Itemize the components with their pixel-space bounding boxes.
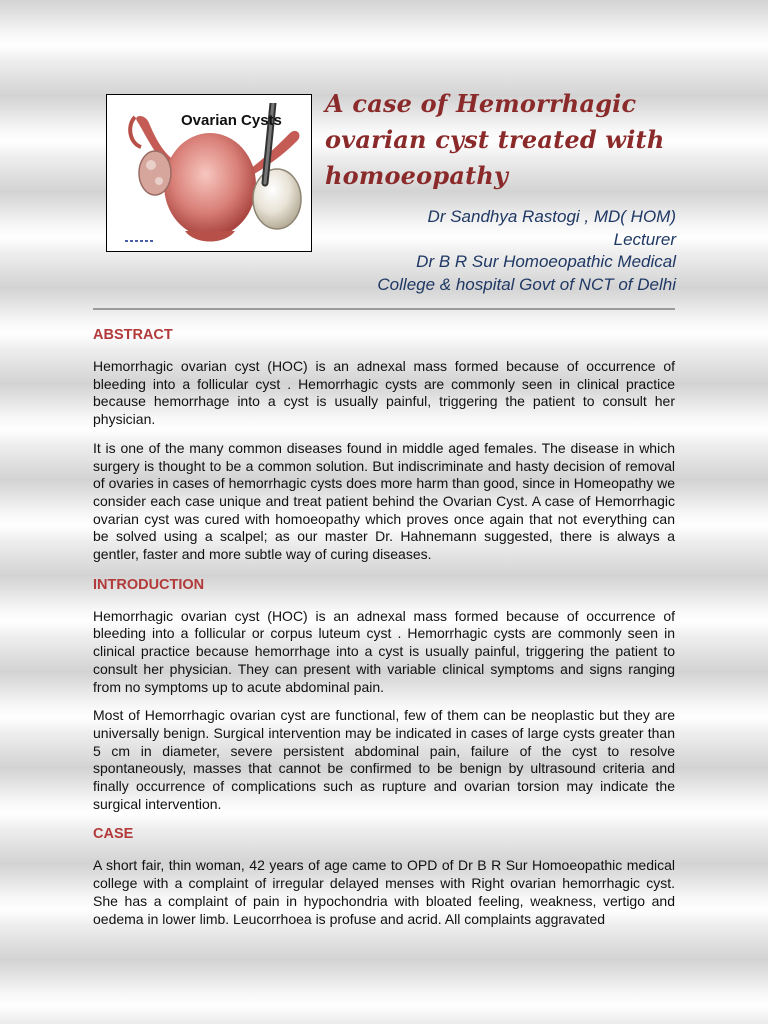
abstract-paragraph: It is one of the many common diseases found in middle aged females. The disease in which surgery is thought to be a common solution. But indiscriminate and hasty decision of removal of ovaries in cases of hemorrhagic cysts does more harm than good, since in Homeopathy we consider each case unique and treat patient behind the Ovarian Cyst. A case of Hemorrhagic ovarian cyst was cured with homoeopathy which proves once again that not everything can be solved using a scalpel; as our master Dr. Hahnemann suggested, there is always a gentler, faster and more subtle way of curing diseases. [93, 439, 675, 563]
figure-caption: Ovarian Cysts [181, 112, 282, 129]
author-institution-line1: Dr B R Sur Homoeopathic Medical [416, 252, 676, 271]
abstract-heading: ABSTRACT [93, 327, 173, 343]
header-divider [93, 308, 675, 310]
document-body [93, 325, 675, 928]
case-paragraph: A short fair, thin woman, 42 years of age came to OPD of Dr B R Sur Homoeopathic medical college with a complaint of irregular delayed menses with Right ovarian hemorrhagic cyst. She has a complaint of pain in hypochondria with bloated feeling, weakness, vertigo and oedema in lower limb. Leucorrhoea is profuse and acrid. All complaints aggravated [93, 857, 675, 927]
case-heading: CASE [93, 826, 134, 843]
author-name: Dr Sandhya Rastogi , MD( HOM) [427, 207, 676, 226]
introduction-paragraph: Hemorrhagic ovarian cyst (HOC) is an adnexal mass formed because of occurrence of bleeding into a follicular or corpus luteum cyst . Hemorrhagic cysts are commonly seen in clinical practice because hemorrhage into a cyst is usually painful, triggering the patient to consult her physician. They can present with variable clinical symptoms and signs ranging from no symptoms up to acute abdominal pain. [93, 607, 675, 695]
author-institution-line2: College & hospital Govt of NCT of Delhi [377, 274, 676, 294]
introduction-paragraph: Most of Hemorrhagic ovarian cyst are functional, few of them can be neoplastic but they are universally benign. Surgical intervention may be indicated in cases of large cysts greater than 5 cm in diameter, severe persistent abdominal pain, failure of the cyst to resolve spontaneously, masses that cannot be confirmed to be benign by ultrasound criteria and finally occurrence of complications such as rupture and ovarian torsion may indicate the surgical intervention. [93, 707, 675, 812]
abstract-paragraph: Hemorrhagic ovarian cyst (HOC) is an adnexal mass formed because of occurrence of bleeding into a follicular cyst . Hemorrhagic cysts are commonly seen in clinical practice because hemorrhage into a cyst is usually painful, triggering the patient to consult her physician. [93, 358, 675, 428]
author-position: Lecturer [613, 229, 676, 249]
introduction-heading: INTRODUCTION [93, 576, 205, 593]
author-block [276, 206, 676, 296]
document-title: A case of Hemorrhagic ovarian cyst treated with homoeopathy [325, 89, 665, 190]
